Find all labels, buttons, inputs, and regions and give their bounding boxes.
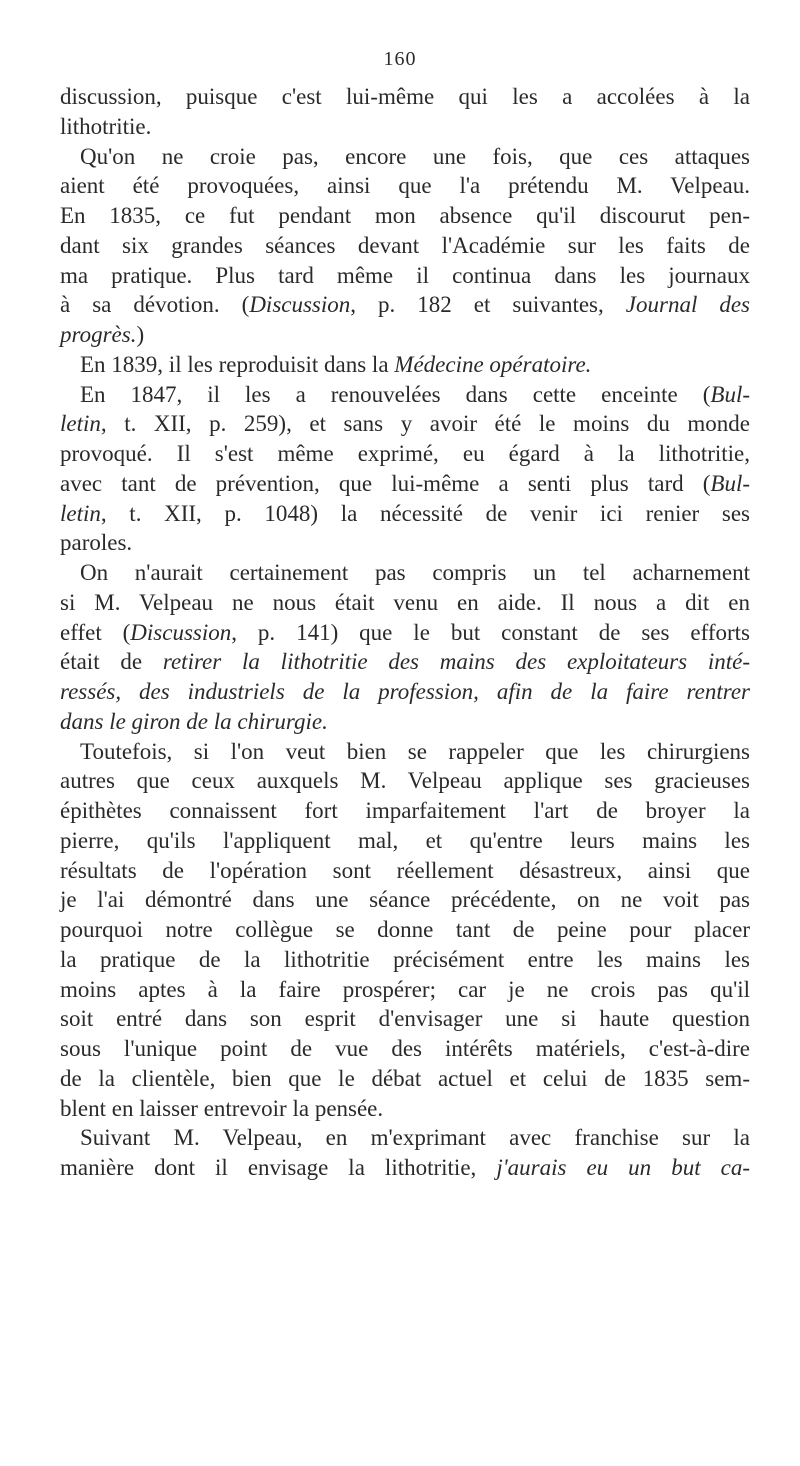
italic-text-segment: Discussion	[130, 619, 232, 645]
text-line	[60, 677, 750, 707]
text-line	[60, 856, 750, 886]
text-line	[60, 1094, 750, 1124]
italic-text-segment: Journal des	[625, 292, 751, 318]
text-line	[60, 409, 750, 439]
text-line	[60, 558, 750, 588]
text-line	[60, 1153, 750, 1183]
text-segment: , p. 141) que le but constant de ses efforts	[231, 619, 750, 645]
text-line	[60, 231, 750, 261]
text-segment: discussion, puisque c'est lui-même qui les a accolées à la	[60, 84, 750, 109]
text-line	[60, 885, 750, 915]
text-segment: provoqué. Il s'est même exprimé, eu égard à la lithotritie,	[60, 441, 750, 466]
text-segment: )	[136, 322, 145, 347]
text-line	[60, 261, 750, 291]
text-line	[60, 1004, 750, 1034]
text-segment: sous l'unique point de vue des intérêts matériels, c'est-à-dire	[60, 1036, 750, 1061]
text-segment: avec tant de prévention, que lui-même a senti plus tard (	[60, 470, 711, 496]
text-line	[60, 1123, 750, 1153]
text-segment: En 1847, il les a renouvelées dans cette enceinte (	[80, 381, 711, 407]
italic-text-segment: letin	[60, 500, 101, 526]
italic-text-segment: Médecine opératoire.	[394, 351, 592, 377]
text-segment: soit entré dans son esprit d'envisager une si haute question	[60, 1006, 750, 1032]
text-segment: la pratique de la lithotritie précisément entre les mains les	[60, 946, 750, 972]
text-segment: effet (	[60, 619, 131, 645]
text-line	[60, 707, 750, 737]
text-segment: , p. 182 et suivantes,	[350, 292, 626, 318]
text-line	[60, 112, 750, 142]
text-line	[60, 915, 750, 945]
text-segment: moins aptes à la faire prospérer; car je ne crois pas qu'il	[60, 976, 750, 1002]
text-segment: résultats de l'opération sont réellement désastreux, ainsi que	[60, 857, 750, 883]
text-segment: pierre, qu'ils l'appliquent mal, et qu'entre leurs mains les	[60, 827, 750, 853]
text-segment: épithètes connaissent fort imparfaitement l'art de broyer la	[60, 798, 750, 823]
text-segment: à sa dévotion. (	[60, 292, 250, 318]
text-segment: de la clientèle, bien que le débat actuel et celui de 1835 sem-	[60, 1065, 750, 1091]
text-line	[60, 469, 750, 499]
text-segment: , t. XII, p. 1048) la nécessité de venir ici renier ses	[100, 500, 750, 526]
text-segment: était de	[60, 649, 163, 675]
text-line	[60, 320, 750, 350]
text-line	[60, 439, 750, 469]
text-line	[60, 528, 750, 558]
text-line	[60, 975, 750, 1005]
italic-text-segment: dans le giron de la chirurgie.	[60, 708, 328, 734]
text-line	[60, 499, 750, 529]
italic-text-segment: Discussion	[249, 292, 351, 318]
text-segment: , t. XII, p. 259), et sans y avoir été le moins du monde	[100, 411, 750, 437]
text-line	[60, 796, 750, 826]
text-line	[60, 1064, 750, 1094]
text-segment: blent en laisser entrevoir la pensée.	[60, 1095, 384, 1121]
text-line	[60, 1034, 750, 1064]
text-segment: Qu'on ne croie pas, encore une fois, que ces attaques	[80, 143, 750, 169]
text-line	[60, 290, 750, 320]
text-line	[60, 588, 750, 618]
text-segment: En 1839, il les reproduisit dans la	[80, 351, 395, 377]
text-segment: je l'ai démontré dans une séance précédente, on ne voit pas	[60, 887, 750, 913]
text-line	[60, 350, 750, 380]
italic-text-segment: Bul-	[710, 381, 750, 407]
text-line	[60, 826, 750, 856]
italic-text-segment: retirer la lithotritie des mains des exploitateurs inté-	[162, 649, 750, 675]
text-segment: lithotritie.	[60, 113, 152, 139]
page-number: 160	[383, 48, 417, 70]
text-segment: En 1835, ce fut pendant mon absence qu'il discourut pen-	[60, 203, 750, 228]
text-segment: aient été provoquées, ainsi que l'a prétendu M. Velpeau.	[60, 173, 750, 199]
text-segment: pourquoi notre collègue se donne tant de peine pour placer	[60, 917, 750, 942]
text-line	[60, 82, 750, 112]
text-line	[60, 142, 750, 172]
text-segment: On n'aurait certainement pas compris un tel acharnement	[80, 560, 750, 585]
body-text	[60, 82, 750, 1183]
text-line	[60, 201, 750, 231]
text-segment: manière dont il envisage la lithotritie,	[60, 1155, 497, 1180]
text-segment: autres que ceux auxquels M. Velpeau applique ses gracieuses	[60, 768, 750, 794]
text-segment: Suivant M. Velpeau, en m'exprimant avec franchise sur la	[80, 1125, 750, 1151]
italic-text-segment: ressés, des industriels de la profession, afin de la faire rentrer	[60, 679, 750, 704]
text-segment: dant six grandes séances devant l'Académie sur les faits de	[60, 232, 750, 258]
text-segment: paroles.	[60, 530, 133, 556]
italic-text-segment: j'aurais eu un but ca-	[496, 1155, 750, 1180]
text-segment: ma pratique. Plus tard même il continua dans les journaux	[60, 262, 750, 288]
text-line	[60, 618, 750, 648]
text-line	[60, 737, 750, 767]
text-line	[60, 380, 750, 410]
text-line	[60, 171, 750, 201]
text-line	[60, 647, 750, 677]
text-segment: si M. Velpeau ne nous était venu en aide. Il nous a dit en	[60, 589, 750, 615]
italic-text-segment: progrès.	[60, 322, 137, 347]
text-line	[60, 945, 750, 975]
text-line	[60, 766, 750, 796]
italic-text-segment: Bul-	[710, 470, 750, 496]
text-segment: Toutefois, si l'on veut bien se rappeler que les chirurgiens	[80, 738, 750, 764]
italic-text-segment: letin	[60, 411, 101, 437]
